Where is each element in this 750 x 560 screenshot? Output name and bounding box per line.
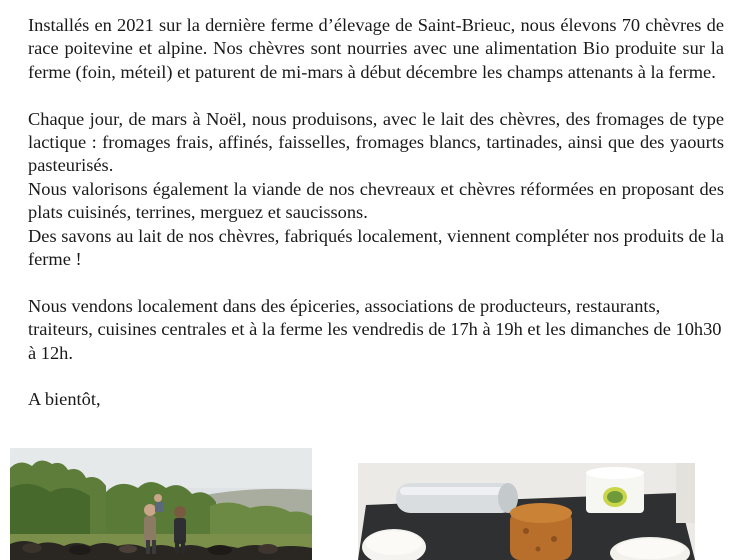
meat-paragraph: Nous valorisons également la viande de nos chevreaux et chèvres réformées en proposant des plats cuisinés, terrines, merguez et saucissons. (28, 178, 724, 223)
farm-photo (10, 448, 312, 560)
soaps-paragraph: Des savons au lait de nos chèvres, fabriqués localement, viennent compléter nos produits de la ferme ! (28, 225, 724, 270)
sales-paragraph: Nous vendons localement dans des épiceries, associations de producteurs, restaurants, traiteurs, cuisines centrales et à la ferme les vendredis de 17h à 19h et les dimanches de 10h30 à 12h. (28, 295, 722, 363)
letter-body (28, 14, 724, 412)
cheese-photo (358, 463, 695, 560)
products-paragraph: Chaque jour, de mars à Noël, nous produisons, avec le lait des chèvres, des fromages de type lactique : fromages frais, affinés, faisselles, fromages blancs, tartinades, ainsi que des yaourts pasteurisés. (28, 108, 724, 176)
farm-photo-image (10, 448, 312, 560)
intro-paragraph: Installés en 2021 sur la dernière ferme d’élevage de Saint-Brieuc, nous élevons 70 chèvres de race poitevine et alpine. Nos chèvres sont nourries avec une alimentation Bio produite sur la ferme (foin, méteil) et paturent de mi-mars à début décembre les champs attenants à la ferme. (28, 15, 724, 82)
cheese-photo-image (358, 463, 695, 560)
signoff-text: A bientôt, (28, 389, 101, 410)
